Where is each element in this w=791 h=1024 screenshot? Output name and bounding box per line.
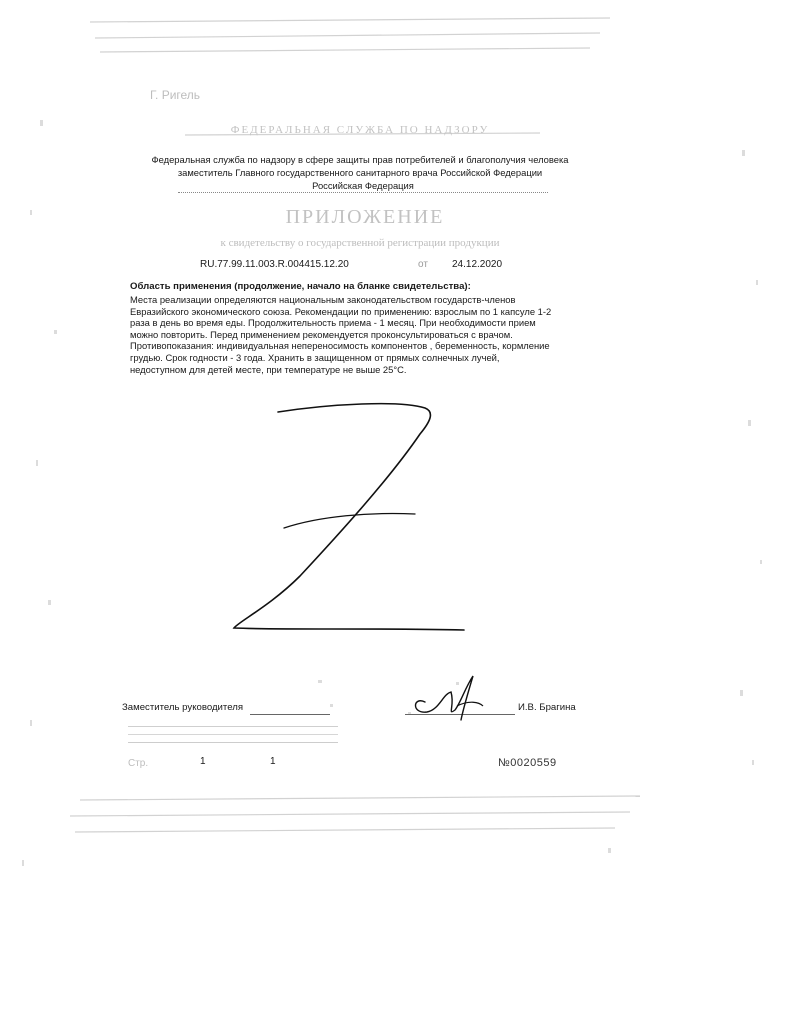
serial-number: №0020559 bbox=[498, 757, 557, 769]
signer-name: И.В. Брагина bbox=[518, 702, 576, 713]
country-line: Российская Федерация bbox=[178, 179, 548, 193]
cancellation-z-mark bbox=[220, 398, 480, 638]
agency-line: Федеральная служба по надзору в сфере защиты прав потребителей и благополучия человека bbox=[151, 154, 569, 165]
sheet-total: 1 bbox=[270, 756, 276, 767]
scope-heading: Область применения (продолжение, начало на бланке свидетельства): bbox=[130, 281, 471, 292]
scope-line: можно повторить. Перед применением рекомендуется проконсультироваться с врачом. bbox=[130, 328, 513, 340]
document-title: ПРИЛОЖЕНИЕ bbox=[285, 206, 445, 228]
faded-heading-band: ФЕДЕРАЛЬНАЯ СЛУЖБА ПО НАДЗОРУ bbox=[230, 124, 490, 136]
scope-line: Евразийского экономического союза. Рекомендации по применению: взрослым по 1 капсуле 1-2 bbox=[130, 305, 552, 317]
signature-scribble bbox=[395, 666, 490, 726]
scope-body bbox=[130, 294, 580, 375]
certificate-date: 24.12.2020 bbox=[452, 259, 503, 270]
scope-line: недоступном для детей месте, при температуре не выше 25°С. bbox=[130, 363, 407, 375]
scope-line: Места реализации определяются национальным законодательством государств-членов bbox=[130, 294, 516, 305]
position-underline bbox=[250, 714, 330, 715]
scope-line: раза в день во время еды. Продолжительность приема - 1 месяц. При необходимости прием bbox=[130, 317, 536, 329]
sheet-label: Стр. bbox=[128, 758, 149, 769]
faded-stamp-block bbox=[128, 720, 338, 743]
sheet-number: 1 bbox=[200, 756, 206, 767]
faded-top-label: Г. Ригель bbox=[150, 88, 201, 102]
official-line: заместитель Главного государственного санитарного врача Российской Федерации bbox=[177, 167, 543, 178]
certificate-from-label: от bbox=[418, 259, 428, 270]
certificate-number: RU.77.99.11.003.R.004415.12.20 bbox=[200, 259, 349, 270]
document-subtitle: к свидетельству о государственной регистрации продукции bbox=[220, 237, 500, 249]
scope-line: грудью. Срок годности - 3 года. Хранить в защищенном от прямых солнечных лучей, bbox=[130, 351, 500, 363]
scope-line: Противопоказания: индивидуальная непереносимость компонентов , беременность, кормление bbox=[130, 340, 550, 352]
signer-position: Заместитель руководителя bbox=[122, 702, 244, 713]
